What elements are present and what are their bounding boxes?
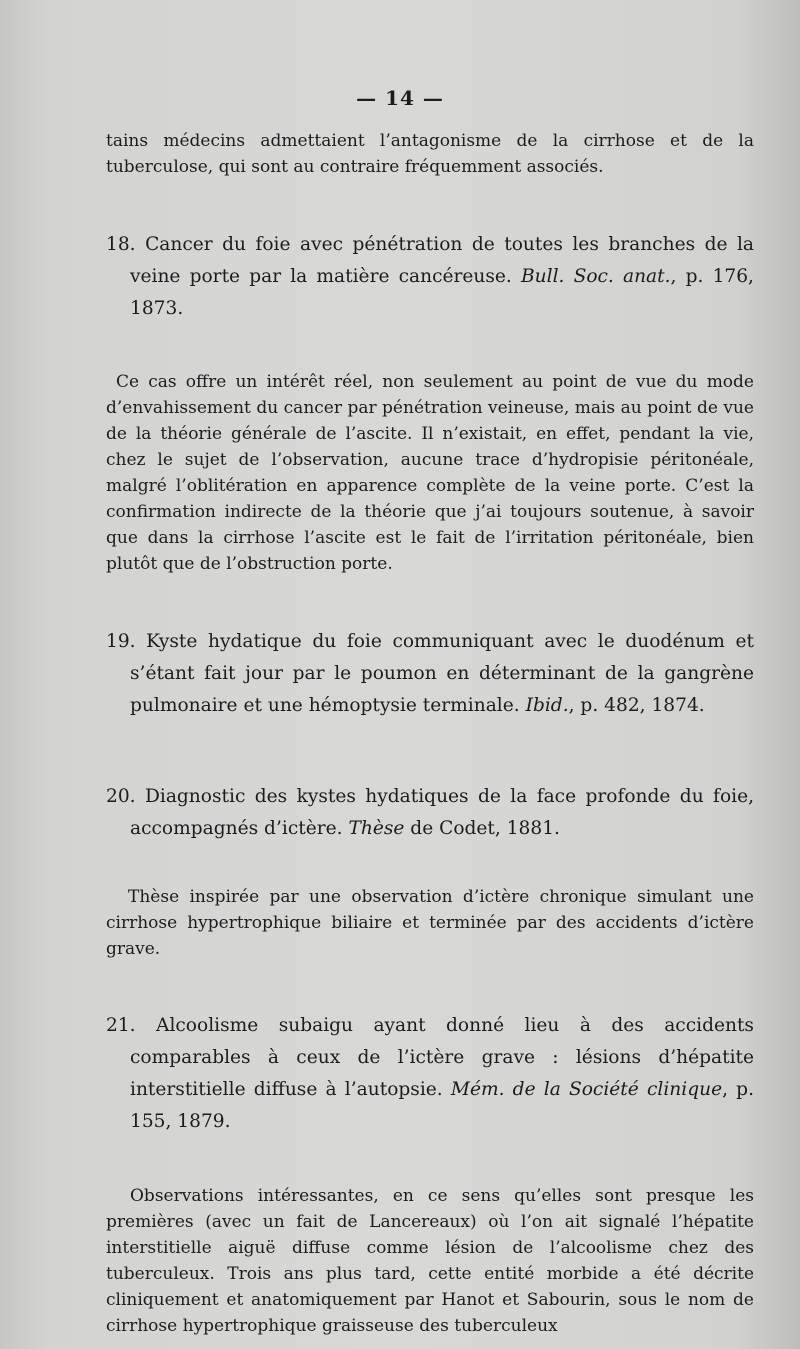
entry-source: Ibid. — [525, 694, 569, 716]
bibliography-entry-20 — [106, 781, 754, 845]
entry-text: Kyste hydatique du foie communiquant avec le duodénum et s’étant fait jour par le poumon en déterminant de la gangrène pulmonaire et une hémoptysie terminale. — [130, 630, 754, 716]
entry-comment-20: Thèse inspirée par une observation d’ictère chronique simulant une cirrhose hypertrophique biliaire et terminée par des accidents d’ictère grave. — [106, 886, 754, 959]
entry-reference: , p. 176, 1873. — [130, 265, 754, 319]
entry-number: 21. — [106, 1015, 136, 1037]
page-number: — 14 — — [356, 86, 444, 110]
entry-number: 18. — [106, 233, 136, 255]
entry-source: Bull. Soc. anat. — [520, 265, 671, 287]
bibliography-entry-19 — [106, 626, 754, 722]
bibliography-entry-18 — [106, 229, 754, 325]
entry-number: 20. — [106, 785, 136, 807]
entry-text: Alcoolisme subaigu ayant donné lieu à des accidents comparables à ceux de l’ictère grave : lésions d’hépatite interstitielle diffuse à l’autopsie. — [130, 1015, 754, 1101]
entry-source: Thèse — [348, 817, 405, 839]
entry-text: Diagnostic des kystes hydatiques de la face profonde du foie, accompagnés d’ictère. — [130, 785, 754, 839]
entry-number: 19. — [106, 630, 136, 652]
intro-paragraph: tains médecins admettaient l’antagonisme de la cirrhose et de la tuberculose, qui sont au contraire fréquemment associés. — [106, 131, 754, 177]
entry-comment-18: Ce cas offre un intérêt réel, non seulement au point de vue du mode d’envahissement du cancer par pénétration veineuse, mais au point de vue de la théorie générale de l’ascite. Il n’existait, en effet, pendant la vie, chez le sujet de l’observation, aucune trace d’hydropisie péritonéale, malgré l’oblitération en apparence complète de la veine porte. C’est la confirmation indirecte de la théorie que j’ai toujours soutenue, à savoir que dans la cirrhose l’ascite est le fait de l’irritation péritonéale, bien plutôt que de l’obstruction porte. — [106, 372, 754, 575]
entry-reference: , p. 155, 1879. — [130, 1079, 754, 1133]
entry-reference: de Codet, 1881. — [404, 817, 560, 839]
page-content — [106, 128, 754, 1339]
entry-reference: , p. 482, 1874. — [568, 694, 705, 716]
entry-source: Mém. de la Société clinique — [450, 1079, 723, 1101]
entry-text: Cancer du foie avec pénétration de toutes les branches de la veine porte par la matière cancéreuse. — [130, 233, 754, 287]
bibliography-entry-21 — [106, 1010, 754, 1138]
entry-comment-21: Observations intéressantes, en ce sens qu’elles sont presque les premières (avec un fait de Lancereaux) où l’on ait signalé l’hépatite interstitielle aiguë diffuse comme lésion de l’alcoolisme chez des tuberculeux. Trois ans plus tard, cette entité morbide a été décrite cliniquement et anatomiquement par Hanot et Sabourin, sous le nom de cirrhose hypertrophique graisseuse des tuberculeux — [106, 1185, 754, 1336]
